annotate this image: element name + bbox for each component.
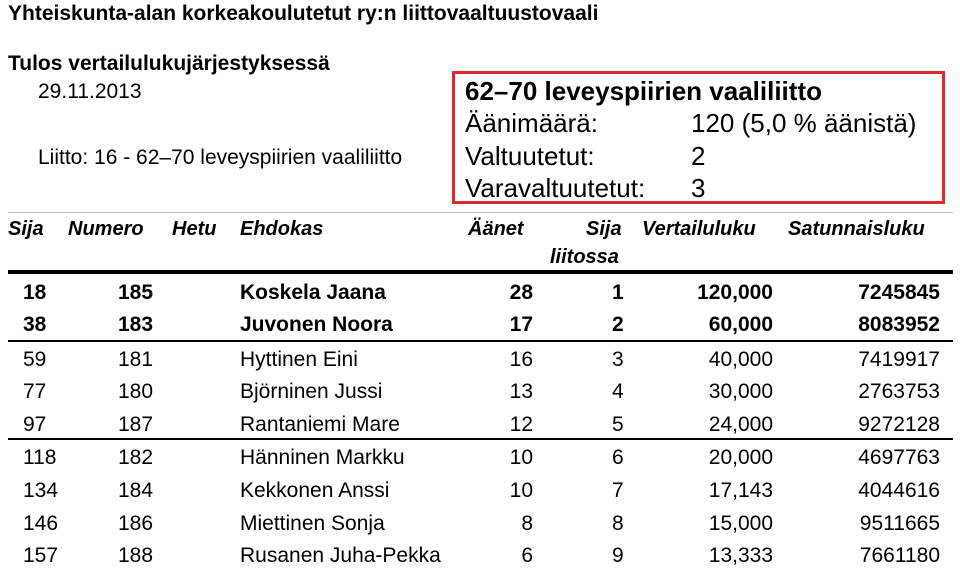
cell-satunnaisluku: 7661180 xyxy=(859,544,940,567)
cell-ehdokas: Koskela Jaana xyxy=(240,281,386,304)
deputies-label: Varavaltuutetut: xyxy=(465,173,646,203)
liitto-label: Liitto: 16 - 62–70 leveyspiirien vaaliliitto xyxy=(38,146,403,169)
cell-aanet: 6 xyxy=(521,544,533,567)
cell-sija-liitossa: 6 xyxy=(612,446,624,469)
cell-vertailuluku: 13,333 xyxy=(708,544,773,567)
table-row xyxy=(0,277,960,310)
cell-satunnaisluku: 2763753 xyxy=(858,380,940,403)
votes-label: Äänimäärä: xyxy=(465,108,598,138)
cell-sija-liitossa: 4 xyxy=(612,380,624,403)
table-row xyxy=(0,475,960,508)
report-date: 29.11.2013 xyxy=(38,80,142,103)
cell-satunnaisluku: 8083952 xyxy=(858,313,940,336)
page-title: Yhteiskunta-alan korkeakoulutetut ry:n liittovaaltuustovaali xyxy=(8,2,599,25)
cell-numero: 180 xyxy=(118,380,154,403)
cell-ehdokas: Kekkonen Anssi xyxy=(240,479,390,502)
cell-ehdokas: Miettinen Sonja xyxy=(240,512,385,535)
cell-satunnaisluku: 9272128 xyxy=(858,413,940,436)
alliance-summary-box xyxy=(452,71,945,204)
cell-aanet: 13 xyxy=(509,380,533,403)
cell-sija: 134 xyxy=(23,479,59,502)
cell-ehdokas: Björninen Jussi xyxy=(240,380,383,403)
cell-numero: 186 xyxy=(118,512,154,535)
cell-sija: 157 xyxy=(23,544,59,567)
col-numero: Numero xyxy=(68,218,144,240)
deputies-value: 3 xyxy=(691,173,706,203)
col-vertailuluku: Vertailuluku xyxy=(642,218,756,240)
cell-numero: 185 xyxy=(118,281,154,304)
cell-satunnaisluku: 9511665 xyxy=(859,512,940,535)
votes-value: 120 (5,0 % äänistä) xyxy=(691,108,917,138)
cell-vertailuluku: 24,000 xyxy=(708,413,773,436)
col-aanet: Äänet xyxy=(468,218,524,240)
table-row xyxy=(0,344,960,377)
cell-sija: 77 xyxy=(23,380,47,403)
table-row xyxy=(0,309,960,342)
cell-sija-liitossa: 2 xyxy=(612,313,624,336)
cell-ehdokas: Rantaniemi Mare xyxy=(240,413,400,436)
cell-numero: 183 xyxy=(118,313,154,336)
cell-satunnaisluku: 4044616 xyxy=(858,479,940,502)
table-row xyxy=(0,409,960,442)
col-sija: Sija xyxy=(8,218,44,240)
col-ehdokas: Ehdokas xyxy=(240,218,324,240)
cell-satunnaisluku: 7419917 xyxy=(858,348,940,371)
cell-sija: 118 xyxy=(23,446,57,469)
cell-sija: 59 xyxy=(23,348,47,371)
cell-sija-liitossa: 9 xyxy=(612,544,624,567)
cell-sija: 97 xyxy=(23,413,47,436)
col-sija-liitossa-1: Sija xyxy=(586,218,622,240)
cell-satunnaisluku: 4697763 xyxy=(858,446,940,469)
cell-sija-liitossa: 7 xyxy=(612,479,624,502)
cell-satunnaisluku: 7245845 xyxy=(858,281,940,304)
cell-aanet: 10 xyxy=(509,479,533,502)
col-hetu: Hetu xyxy=(172,218,217,240)
header-top-rule xyxy=(8,212,953,213)
delegates-value: 2 xyxy=(691,141,706,171)
col-satunnaisluku: Satunnaisluku xyxy=(788,218,925,240)
header-bottom-rule xyxy=(8,270,953,274)
cell-aanet: 17 xyxy=(509,313,533,336)
cell-aanet: 10 xyxy=(509,446,533,469)
cell-sija-liitossa: 3 xyxy=(612,348,624,371)
page-subtitle: Tulos vertailulukujärjestyksessä xyxy=(8,52,330,75)
cell-aanet: 8 xyxy=(521,512,533,535)
cell-numero: 181 xyxy=(118,348,154,371)
cell-sija-liitossa: 5 xyxy=(612,413,624,436)
cell-numero: 187 xyxy=(118,413,154,436)
cell-vertailuluku: 15,000 xyxy=(708,512,773,535)
cell-vertailuluku: 60,000 xyxy=(708,313,773,336)
cell-sija: 38 xyxy=(23,313,47,336)
cell-numero: 188 xyxy=(118,544,154,567)
cell-sija: 146 xyxy=(23,512,59,535)
cell-numero: 182 xyxy=(118,446,154,469)
cell-ehdokas: Hyttinen Eini xyxy=(240,348,358,371)
cell-sija-liitossa: 8 xyxy=(612,512,624,535)
cell-ehdokas: Rusanen Juha-Pekka xyxy=(240,544,441,567)
cell-vertailuluku: 40,000 xyxy=(708,348,773,371)
cell-sija-liitossa: 1 xyxy=(612,281,624,304)
cell-sija: 18 xyxy=(23,281,47,304)
cell-ehdokas: Hänninen Markku xyxy=(240,446,405,469)
cell-aanet: 16 xyxy=(509,348,533,371)
cell-vertailuluku: 30,000 xyxy=(708,380,773,403)
cell-vertailuluku: 17,143 xyxy=(708,479,773,502)
cell-ehdokas: Juvonen Noora xyxy=(240,313,393,336)
table-row xyxy=(0,442,960,475)
table-row xyxy=(0,508,960,541)
cell-vertailuluku: 120,000 xyxy=(697,281,773,304)
table-row xyxy=(0,376,960,409)
cell-numero: 184 xyxy=(118,479,154,502)
col-sija-liitossa-2: liitossa xyxy=(550,246,619,268)
table-row xyxy=(0,540,960,573)
delegates-label: Valtuutetut: xyxy=(465,141,595,171)
cell-aanet: 28 xyxy=(509,281,533,304)
cell-aanet: 12 xyxy=(509,413,533,436)
cell-vertailuluku: 20,000 xyxy=(708,446,773,469)
alliance-name: 62–70 leveyspiirien vaaliliitto xyxy=(465,76,822,106)
